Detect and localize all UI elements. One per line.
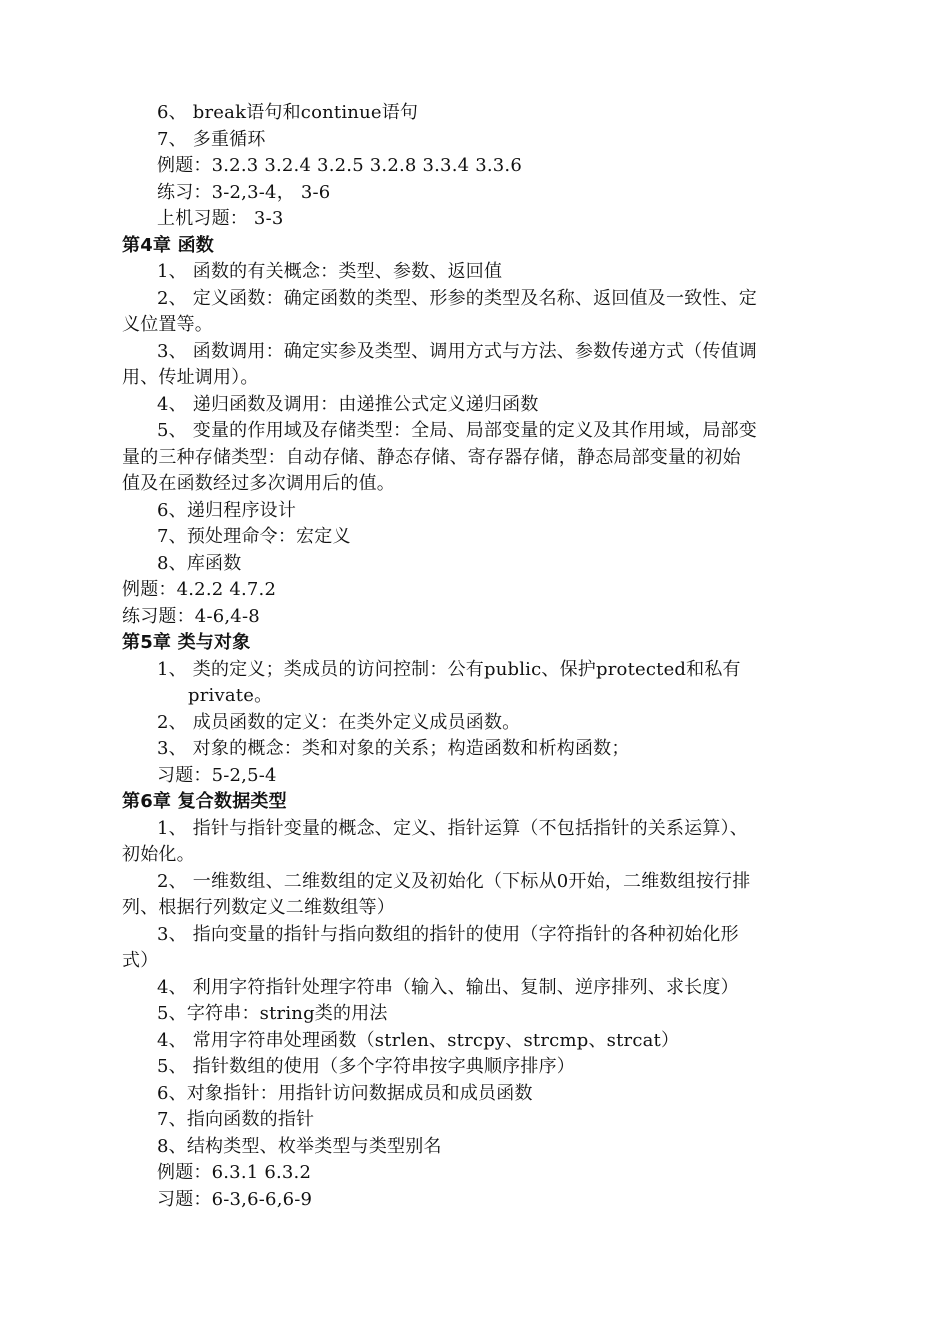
- list-item-continuation: private。: [188, 685, 273, 706]
- list-item-continuation: 义位置等。: [122, 314, 213, 335]
- list-item: 5、字符串：string类的用法: [157, 1003, 388, 1024]
- list-item: 2、 成员函数的定义：在类外定义成员函数。: [157, 711, 521, 733]
- list-item-continuation: 列、根据行列数定义二维数组等）: [122, 897, 395, 918]
- list-item: 4、 常用字符串处理函数（strlen、strcpy、strcmp、strcat）: [157, 1029, 680, 1051]
- exercise-list: 练习：3-2,3-4， 3-6: [157, 181, 331, 203]
- exercise-list: 练习题：4-6,4-8: [122, 605, 260, 627]
- list-item: 3、 函数调用：确定实参及类型、调用方式与方法、参数传递方式（传值调: [157, 340, 757, 362]
- list-item: 6、递归程序设计: [157, 499, 297, 521]
- exercise-list: 习题：6-3,6-6,6-9: [157, 1188, 313, 1210]
- exercise-list: 习题：5-2,5-4: [157, 764, 277, 786]
- list-item: 1、 类的定义；类成员的访问控制：公有public、保护protected和私有: [157, 658, 741, 680]
- example-list: 例题：4.2.2 4.7.2: [122, 579, 277, 600]
- list-item: 5、 指针数组的使用（多个字符串按字典顺序排序）: [157, 1056, 575, 1077]
- list-item: 8、结构类型、枚举类型与类型别名: [157, 1135, 442, 1157]
- list-item: 3、 对象的概念：类和对象的关系；构造函数和析构函数；: [157, 738, 630, 759]
- list-item-continuation: 量的三种存储类型：自动存储、静态存储、寄存器存储，静态局部变量的初始: [122, 446, 741, 468]
- list-item: 2、 一维数组、二维数组的定义及初始化（下标从0开始，二维数组按行排: [157, 870, 751, 892]
- list-item: 2、 定义函数：确定函数的类型、形参的类型及名称、返回值及一致性、定: [157, 287, 757, 309]
- chapter-4-heading: 第4章 函数: [122, 234, 214, 256]
- list-item-continuation: 值及在函数经过多次调用后的值。: [122, 473, 395, 494]
- example-list: 例题：3.2.3 3.2.4 3.2.5 3.2.8 3.3.4 3.3.6: [157, 155, 523, 176]
- list-item: 3、 指向变量的指针与指向数组的指针的使用（字符指针的各种初始化形: [157, 923, 739, 945]
- chapter-6-heading: 第6章 复合数据类型: [122, 791, 287, 812]
- list-item-continuation: 用、传址调用）。: [122, 367, 259, 388]
- lab-exercise-list: 上机习题： 3-3: [157, 208, 284, 229]
- list-item: 6、 break语句和continue语句: [157, 102, 419, 123]
- list-item: 7、指向函数的指针: [157, 1109, 315, 1130]
- list-item-continuation: 初始化。: [122, 844, 195, 865]
- list-item: 1、 指针与指针变量的概念、定义、指针运算（不包括指针的关系运算）、: [157, 817, 748, 839]
- list-item: 4、 利用字符指针处理字符串（输入、输出、复制、逆序排列、求长度）: [157, 976, 739, 998]
- list-item: 7、预处理命令：宏定义: [157, 526, 351, 547]
- chapter-5-heading: 第5章 类与对象: [122, 632, 251, 653]
- document-page: [0, 100, 950, 1213]
- list-item: 1、 函数的有关概念：类型、参数、返回值: [157, 261, 503, 282]
- list-item: 6、对象指针：用指针访问数据成员和成员函数: [157, 1082, 533, 1104]
- list-item: 8、库函数: [157, 552, 242, 574]
- list-item-continuation: 式）: [122, 950, 159, 971]
- list-item: 4、 递归函数及调用：由递推公式定义递归函数: [157, 393, 539, 415]
- list-item: 5、 变量的作用域及存储类型：全局、局部变量的定义及其作用域，局部变: [157, 420, 757, 441]
- example-list: 例题：6.3.1 6.3.2: [157, 1162, 312, 1183]
- list-item: 7、 多重循环: [157, 128, 266, 150]
